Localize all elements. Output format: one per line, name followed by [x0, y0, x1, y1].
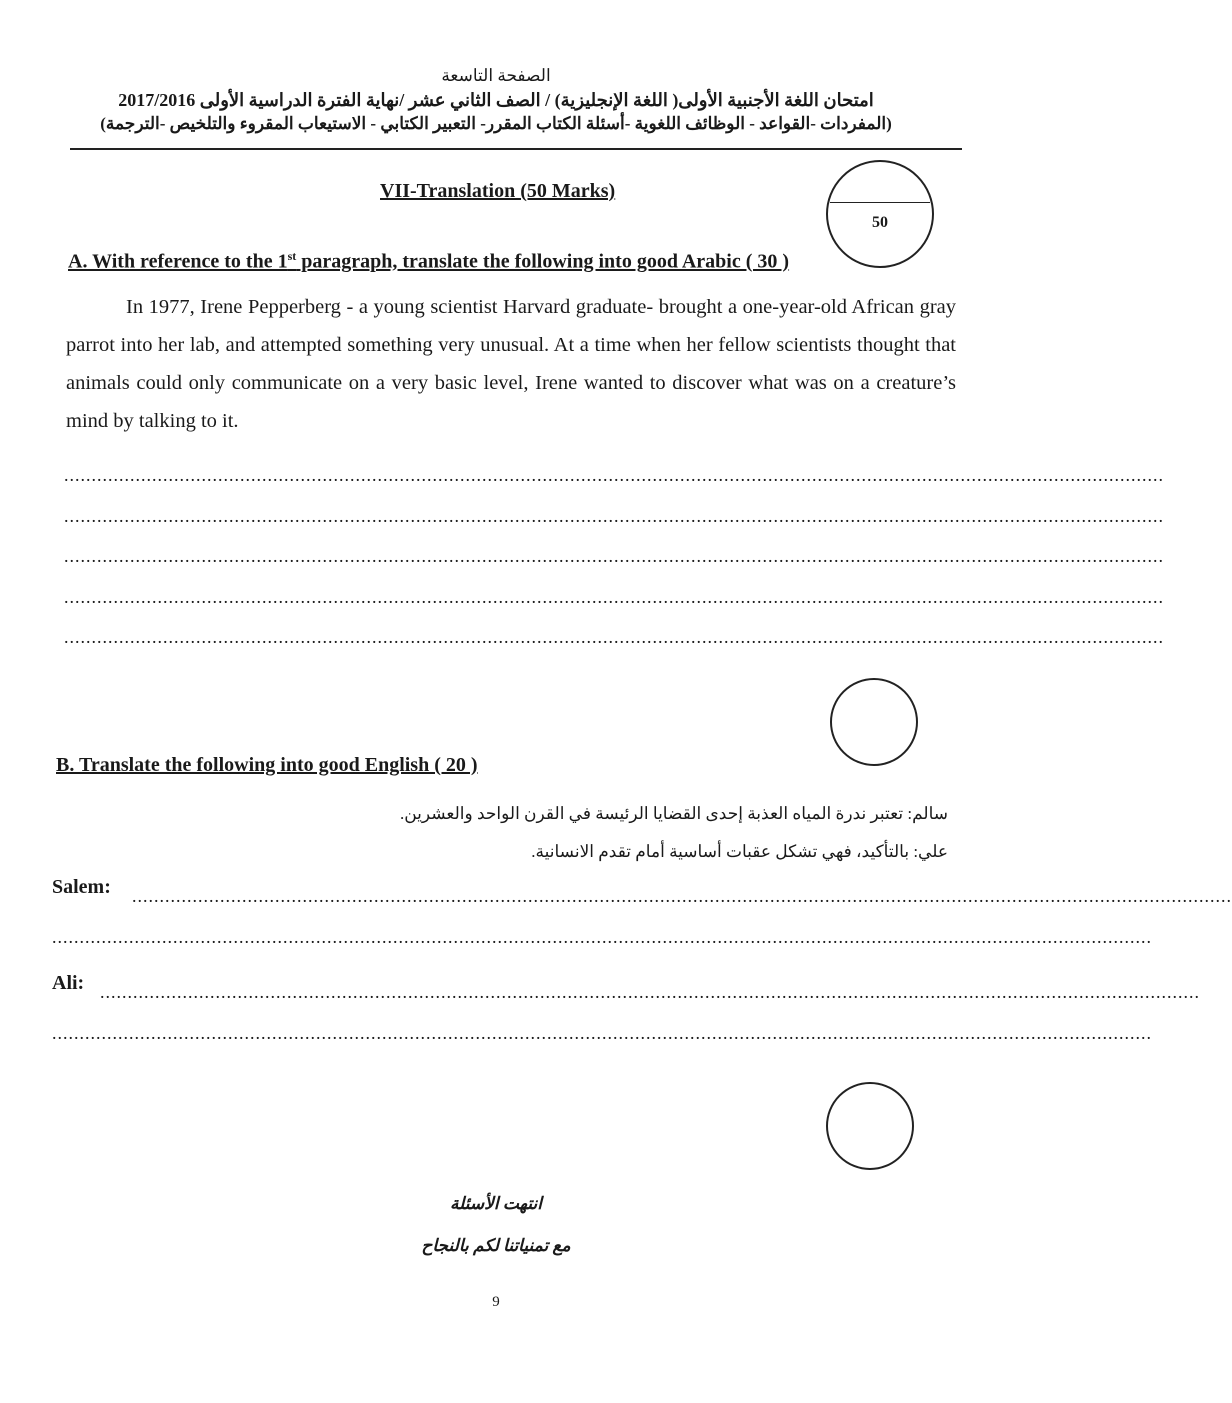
page-label-arabic: الصفحة التاسعة [441, 66, 551, 85]
part-a-mark-circle [830, 678, 918, 766]
part-a-heading-post: paragraph, translate the following into good Arabic ( 30 ) [296, 250, 790, 273]
part-a-heading-sup: st [287, 249, 297, 263]
part-b-mark-circle [826, 1082, 914, 1170]
part-a-heading [68, 249, 789, 274]
ali-answer-row [52, 972, 84, 995]
exam-title-arabic: امتحان اللغة الأجنبية الأولى( اللغة الإنجليزية) / الصف الثاني عشر /نهاية الفترة الدراسية الأولى 2017/2016 [118, 90, 874, 110]
ali-answer-line-2[interactable]: ........................................................................................................................................................................................................ [52, 1023, 1152, 1043]
passage-text: In 1977, Irene Pepperberg - a young scientist Harvard graduate- brought a one-year-old African gray parrot into her lab, and attempted something very unusual. At a time when her fellow scientists thought that animals could only communicate on a very basic level, Irene wanted to discover what was on a creature’s mind by talking to it. [66, 296, 956, 432]
section-title: VII-Translation (50 Marks) [380, 180, 616, 202]
salem-answer-line-1[interactable]: ........................................................................................................................................................................................................ [132, 886, 1232, 906]
closing-end-of-questions: انتهت الأسئلة [450, 1194, 542, 1213]
score-divider [830, 202, 930, 203]
ali-label: Ali: [52, 972, 85, 994]
score-total: 50 [872, 214, 888, 231]
header-divider [70, 148, 962, 150]
answer-line-a3[interactable]: ........................................................................................................................................................................................................ [64, 546, 1164, 566]
exam-sections-list-arabic: (المفردات -القواعد - الوظائف اللغوية -أسئلة الكتاب المقرر- التعبير الكتابي - الاستيعاب المقروء والتلخيص -الترجمة) [100, 114, 892, 133]
part-a-heading-pre: A. With reference to the 1 [68, 250, 288, 273]
answer-line-a1[interactable]: ........................................................................................................................................................................................................ [64, 465, 1164, 485]
salem-answer-line-2[interactable]: ........................................................................................................................................................................................................ [52, 927, 1152, 947]
page-number: 9 [492, 1294, 500, 1310]
arabic-sentence-ali: علي: بالتأكيد، فهي تشكل عقبات أساسية أمام تقدم الانسانية. [531, 842, 948, 861]
answer-line-a2[interactable]: ........................................................................................................................................................................................................ [64, 506, 1164, 526]
answer-line-a4[interactable]: ........................................................................................................................................................................................................ [64, 587, 1164, 607]
score-circle [826, 160, 934, 268]
closing-good-luck: مع تمنياتنا لكم بالنجاح [421, 1236, 571, 1255]
salem-label: Salem: [52, 876, 111, 898]
arabic-sentence-salem: سالم: تعتبر ندرة المياه العذبة إحدى القضايا الرئيسة في القرن الواحد والعشرين. [399, 804, 948, 823]
passage-paragraph [66, 288, 956, 440]
salem-answer-row [52, 876, 111, 899]
part-b-heading: B. Translate the following into good English ( 20 ) [56, 754, 478, 776]
answer-line-a5[interactable]: ........................................................................................................................................................................................................ [64, 627, 1164, 647]
ali-answer-line-1[interactable]: ........................................................................................................................................................................................................ [100, 982, 1200, 1002]
